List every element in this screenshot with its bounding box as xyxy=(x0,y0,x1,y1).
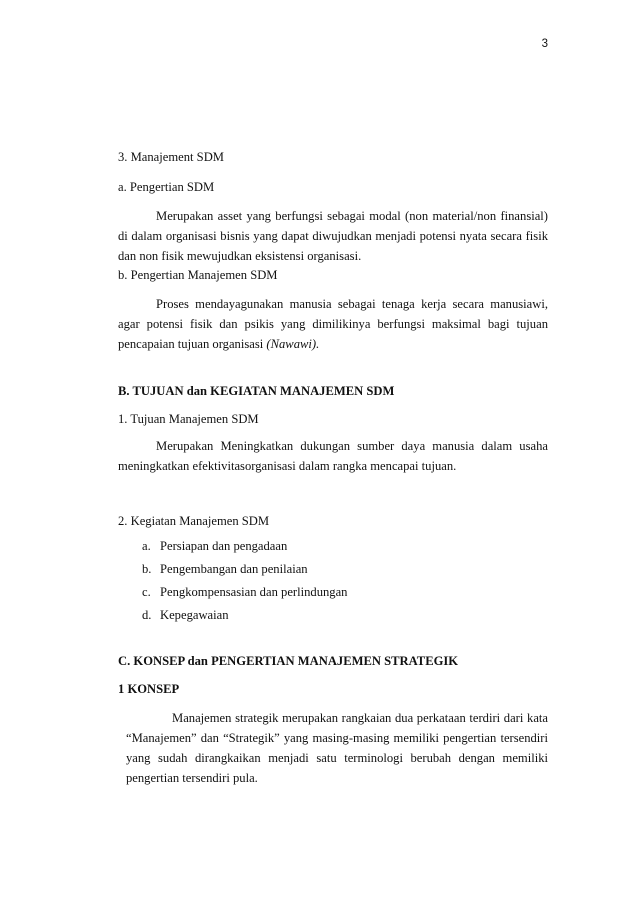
list-marker: a. xyxy=(142,539,151,553)
section-3-heading: 3. Manajement SDM xyxy=(118,150,224,164)
section-b-paragraph-1: Merupakan Meningkatkan dukungan sumber daya manusia dalam usaha meningkatkan efektivitasorganisasi dalam rangka mencapai tujuan. xyxy=(118,439,548,473)
section-b-heading: B. TUJUAN dan KEGIATAN MANAJEMEN SDM xyxy=(118,384,395,398)
subheading-b: b. Pengertian Manajemen SDM xyxy=(118,268,278,282)
list-text: Pengembangan dan penilaian xyxy=(160,562,308,576)
list-item xyxy=(142,539,287,554)
subheading-a: a. Pengertian SDM xyxy=(118,180,215,194)
list-text: Kepegawaian xyxy=(160,608,229,622)
section-b-sub-2: 2. Kegiatan Manajemen SDM xyxy=(118,514,270,528)
paragraph-b-citation: (Nawawi). xyxy=(266,337,320,351)
list-item xyxy=(142,608,229,623)
page-number: 3 xyxy=(541,38,548,50)
list-marker: b. xyxy=(142,562,152,576)
section-c-heading: C. KONSEP dan PENGERTIAN MANAJEMEN STRATEGIK xyxy=(118,654,459,668)
list-marker: d. xyxy=(142,608,152,622)
list-text: Persiapan dan pengadaan xyxy=(160,539,288,553)
section-c-paragraph-1: Manajemen strategik merupakan rangkaian dua perkataan terdiri dari kata “Manajemen” dan “Strategik” yang masing-masing memiliki pengertian tersendiri yang sudah dirangkaikan menjadi satu terminologi berubah dengan memiliki pengertian tersendiri pula. xyxy=(126,711,548,785)
paragraph-b xyxy=(118,294,548,354)
list-marker: c. xyxy=(142,585,151,599)
section-c-sub-1: 1 KONSEP xyxy=(118,682,180,696)
paragraph-b-text: Proses mendayagunakan manusia sebagai tenaga kerja secara manusiawi, agar potensi fisik dan psikis yang dimilikinya berfungsi maksimal bagi tujuan pencapaian tujuan organisasi xyxy=(118,297,548,351)
list-item xyxy=(142,562,308,577)
paragraph-a: Merupakan asset yang berfungsi sebagai modal (non material/non finansial) di dalam organisasi bisnis yang dapat diwujudkan menjadi potensi nyata secara fisik dan non fisik mewujudkan eksistensi organisasi. xyxy=(118,209,548,263)
list-item xyxy=(142,585,347,600)
section-b-sub-1: 1. Tujuan Manajemen SDM xyxy=(118,412,259,426)
list-text: Pengkompensasian dan perlindungan xyxy=(160,585,348,599)
